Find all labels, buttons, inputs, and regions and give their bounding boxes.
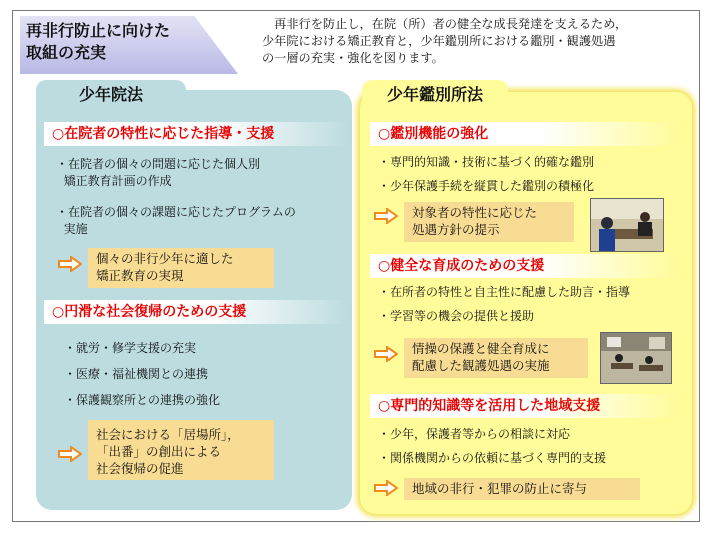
right-result-2-arrow-icon — [374, 346, 398, 362]
circle-mark-icon: ○ — [52, 304, 65, 320]
right-section-2-title: 健全な育成のための支援 — [390, 258, 545, 274]
counseling-session-photo — [590, 198, 664, 252]
right-section-3-title: 専門的知識等を活用した地域支援 — [390, 398, 601, 414]
juvenile-training-school-act-header: 少年院法 — [36, 80, 186, 110]
right-section-3-heading — [370, 394, 680, 418]
left-item-1: ・在院者の個々の問題に応じた個人別 矯正教育計画の作成 — [56, 157, 261, 188]
circle-mark-icon: ○ — [378, 398, 391, 414]
right-result-3: 地域の非行・犯罪の防止に寄与 — [404, 478, 640, 500]
left-item-5: ・保護観察所との連携の強化 — [64, 393, 221, 407]
right-section-1-heading — [370, 122, 680, 146]
right-item-5: ・少年，保護者等からの相談に対応 — [378, 427, 571, 441]
right-section-1-title: 鑑別機能の強化 — [390, 126, 489, 142]
right-item-6: ・関係機関からの依頼に基づく専門的支援 — [378, 451, 607, 465]
left-section-1-heading — [44, 122, 350, 146]
intro-text: 再非行を防止し，在院（所）者の健全な成長発達を支えるため， 少年院における矯正教育と，少年鑑別所における鑑別・観護処遇 の一層の充実・強化を図ります。 — [262, 17, 628, 65]
left-section-2-heading — [44, 300, 350, 324]
right-result-3-arrow-icon — [374, 480, 398, 496]
left-item-3: ・就労・修学支援の充実 — [64, 341, 197, 355]
circle-mark-icon: ○ — [378, 126, 391, 142]
circle-mark-icon: ○ — [52, 126, 65, 142]
right-item-3: ・在所者の特性と自主性に配慮した助言・指導 — [378, 285, 631, 299]
right-item-2: ・少年保護手続を縦貫した鑑別の積極化 — [378, 179, 595, 193]
left-result-1: 個々の非行少年に適した 矯正教育の実現 — [88, 248, 274, 288]
right-item-4: ・学習等の機会の提供と援助 — [378, 309, 535, 323]
right-result-1-arrow-icon — [374, 208, 398, 224]
slide-title: 再非行防止に向けた 取組の充実 — [26, 21, 171, 62]
right-item-1: ・専門的知識・技術に基づく的確な鑑別 — [378, 155, 595, 169]
left-section-1-title: 在院者の特性に応じた指導・支援 — [64, 126, 275, 142]
study-room-photo — [600, 332, 672, 384]
right-section-2-heading — [370, 254, 680, 278]
left-result-2-arrow-icon — [58, 446, 82, 462]
left-result-1-arrow-icon — [58, 256, 82, 272]
circle-mark-icon: ○ — [378, 258, 391, 274]
left-section-2-title: 円滑な社会復帰のための支援 — [64, 304, 247, 320]
left-item-2: ・在院者の個々の課題に応じたプログラムの 実施 — [56, 205, 296, 236]
right-result-1: 対象者の特性に応じた 処遇方針の提示 — [404, 202, 574, 242]
left-result-2: 社会における「居場所」， 「出番」の創出による 社会復帰の促進 — [88, 420, 274, 480]
left-item-4: ・医療・福祉機関との連携 — [64, 367, 209, 381]
juvenile-classification-home-act-header: 少年鑑別所法 — [362, 80, 508, 110]
right-result-2: 情操の保護と健全育成に 配慮した観護処遇の実施 — [404, 338, 588, 378]
